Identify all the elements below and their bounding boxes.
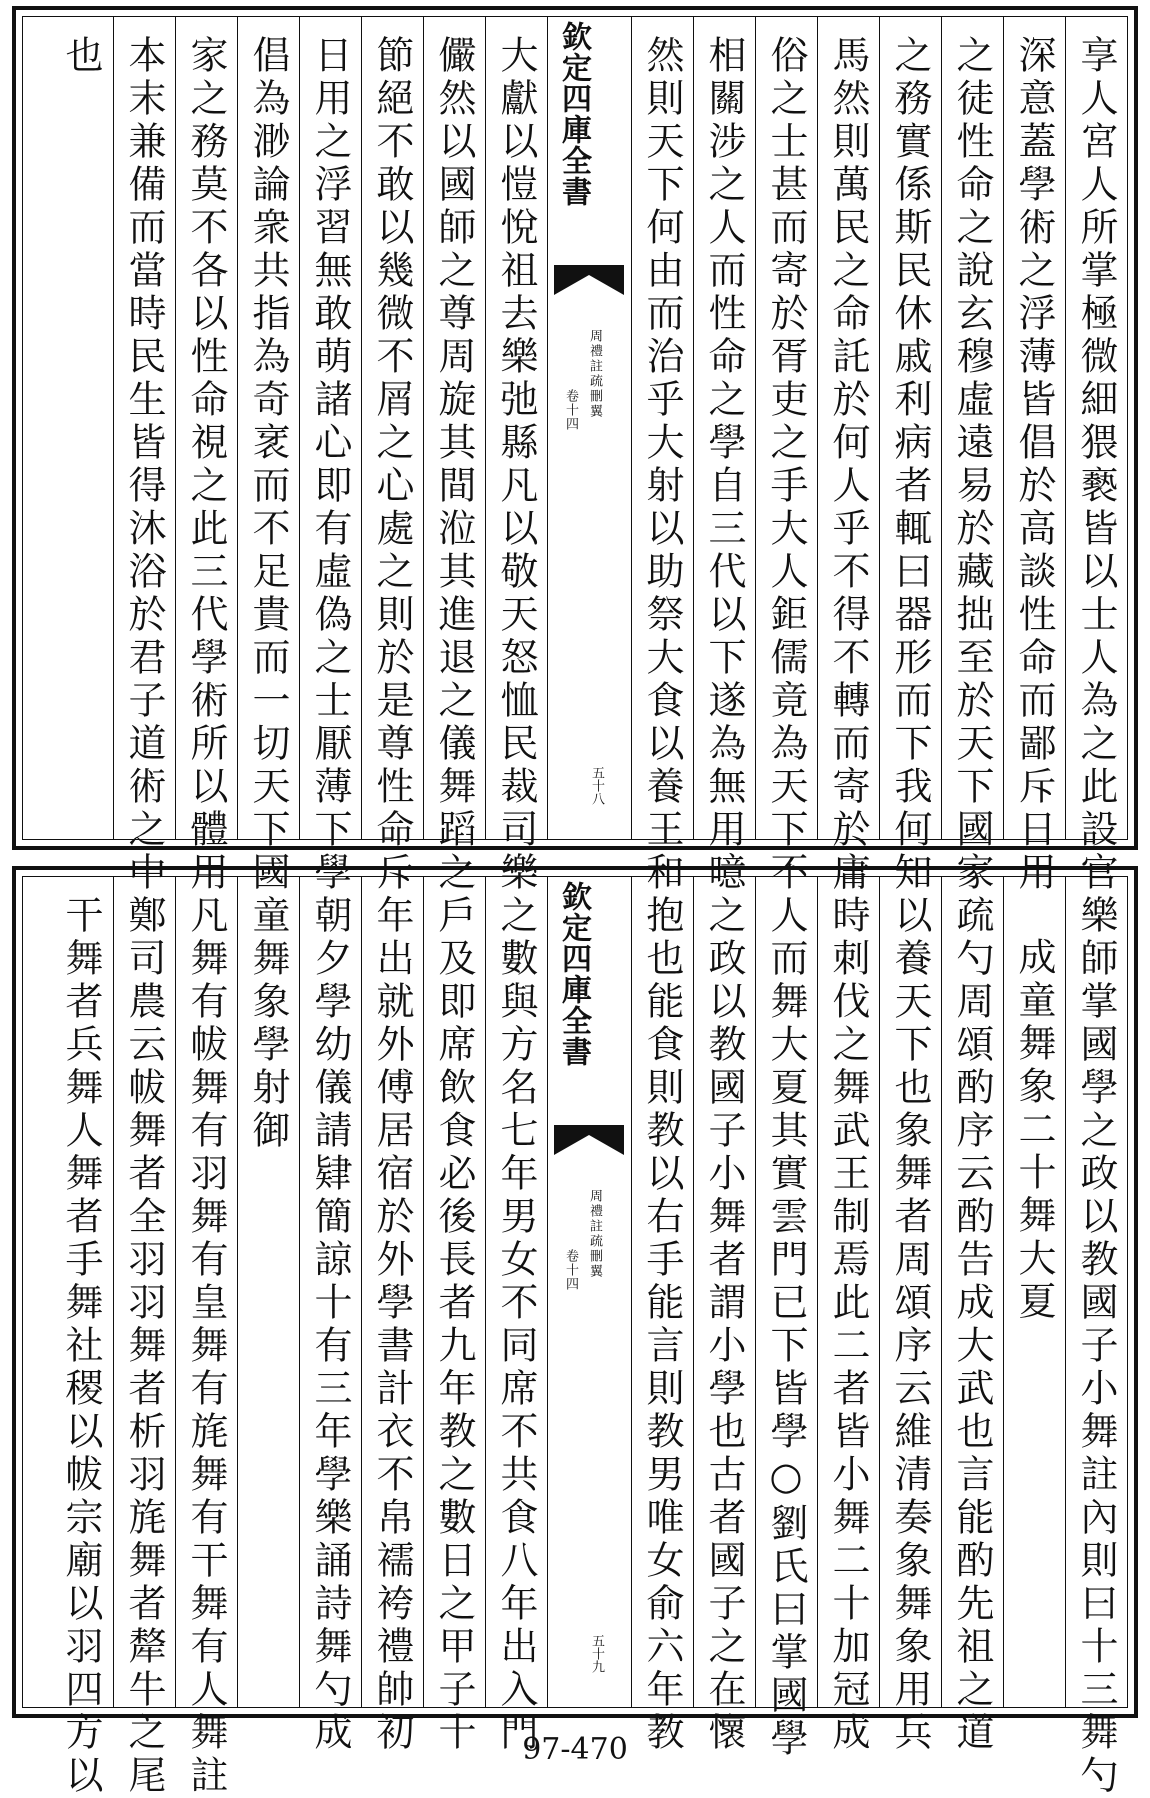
- book-title: 欽定四庫全書: [556, 881, 591, 1067]
- column-text: 時刺伐之舞武王制焉此二者皆小舞二十加冠成: [826, 895, 870, 1755]
- text-column: [113, 17, 175, 895]
- page-number: 97-470: [522, 1732, 628, 1767]
- column-text: 儼然以國師之尊周旋其間涖其進退之儀舞蹈之: [432, 35, 476, 895]
- text-column: [51, 877, 113, 1798]
- text-column: [485, 17, 547, 895]
- center-margin: [547, 17, 631, 839]
- top-page: [0, 0, 1150, 895]
- text-column: [361, 877, 423, 1755]
- top-page-inner-border: [22, 16, 1128, 895]
- column-text: 朝夕學幼儀請肄簡諒十有三年學樂誦詩舞勺成: [308, 895, 352, 1755]
- text-column: [817, 17, 879, 895]
- text-column: [423, 17, 485, 895]
- text-column: [693, 877, 755, 1755]
- column-text: 之務實係斯民休戚利病者輒曰器形而下我何知: [888, 35, 932, 895]
- column-text: 享人宮人所掌極微細猥褻皆以士人為之此設官: [1074, 35, 1118, 895]
- column-text: 年出就外傅居宿於外學書計衣不帛襦袴禮帥初: [370, 895, 414, 1755]
- text-column: [693, 17, 755, 895]
- text-column: [51, 17, 113, 839]
- column-text: 疏勺周頌酌序云酌告成大武也言能酌先祖之道: [950, 895, 994, 1755]
- book-subtitle: 周禮註疏刪翼: [587, 1189, 602, 1279]
- column-text: 以養天下也象舞者周頌序云維清奏象舞象用兵: [888, 895, 932, 1755]
- text-column: [755, 877, 817, 1761]
- text-column: [175, 17, 237, 895]
- column-text: 然則天下何由而治乎大射以助祭大食以養王和: [640, 35, 684, 895]
- fish-tail-mark-icon: [554, 1125, 624, 1155]
- column-text: 鄭司農云帗舞者全羽羽舞者析羽旄舞者犛牛之尾: [122, 895, 166, 1798]
- column-text: 也: [59, 35, 103, 78]
- column-text: 干舞者兵舞人舞者手舞社稷以帗宗廟以羽四方以: [59, 895, 103, 1798]
- column-text: 深意蓋學術之浮薄皆倡於高談性命而鄙斥日用: [1012, 35, 1056, 895]
- column-text: 俗之士甚而寄於胥吏之手大人鉅儒竟為天下不: [764, 35, 808, 895]
- column-text: 相關涉之人而性命之學自三代以下遂為無用噫: [702, 35, 746, 895]
- column-text: 抱也能食則教以右手能言則教男唯女俞六年教: [640, 895, 684, 1755]
- column-text: 節絕不敢以幾微不屑之心處之則於是尊性命斥: [370, 35, 414, 895]
- text-column: [361, 17, 423, 895]
- book-subtitle: 周禮註疏刪翼: [587, 329, 602, 419]
- text-column: [941, 17, 1003, 895]
- text-column: [237, 17, 299, 895]
- text-column: [1065, 877, 1127, 1798]
- center-margin: [547, 877, 631, 1707]
- column-text: 之徒性命之說玄穆虛遠易於藏拙至於天下國家: [950, 35, 994, 895]
- folio-number: 五十八: [589, 766, 604, 805]
- column-text: 人而舞大夏其實雲門已下皆學○劉氏曰掌國學: [764, 895, 808, 1761]
- text-column: [1003, 17, 1065, 895]
- column-text: 樂師掌國學之政以教國子小舞註內則曰十三舞勺: [1074, 895, 1118, 1798]
- text-column: [941, 877, 1003, 1755]
- text-column: [879, 877, 941, 1755]
- text-column: [755, 17, 817, 895]
- text-column: [113, 877, 175, 1798]
- volume-label: 卷十四: [563, 389, 578, 431]
- top-page-frame: [12, 6, 1138, 895]
- text-column: [631, 877, 693, 1755]
- column-text: 之政以教國子小舞者謂小學也古者國子之在懷: [702, 895, 746, 1755]
- text-column: [299, 877, 361, 1755]
- column-text: 家之務莫不各以性命視之此三代學術所以體用: [184, 35, 228, 895]
- volume-label: 卷十四: [563, 1249, 578, 1291]
- column-text: 之數與方名七年男女不同席不共食八年出入門: [494, 895, 538, 1755]
- column-text: 大獻以愷悅祖去樂弛縣凡以敬天怒恤民裁司樂: [494, 35, 538, 895]
- text-column: [879, 17, 941, 895]
- column-text: 日用之浮習無敢萌諸心即有虛偽之士厭薄下學: [308, 35, 352, 895]
- column-text: 成童舞象二十舞大夏: [1012, 937, 1056, 1324]
- text-column: [817, 877, 879, 1755]
- text-column: [175, 877, 237, 1798]
- column-text: 本末兼備而當時民生皆得沐浴於君子道術之中: [122, 35, 166, 895]
- column-text: 童舞象學射御: [246, 895, 290, 1153]
- book-title: 欽定四庫全書: [556, 21, 591, 207]
- text-column: [1065, 17, 1127, 895]
- fish-tail-mark-icon: [554, 265, 624, 295]
- text-column: [485, 877, 547, 1755]
- text-column: [237, 877, 299, 1707]
- column-text: 倡為渺論衆共指為奇衺而不足貴而一切天下國: [246, 35, 290, 895]
- column-text: 戶及即席飲食必後長者九年教之數日之甲子十: [432, 895, 476, 1755]
- text-column: [423, 877, 485, 1755]
- text-column: [631, 17, 693, 895]
- top-page-columns: [23, 17, 1127, 895]
- column-text: 馬然則萬民之命託於何人乎不得不轉而寄於庸: [826, 35, 870, 895]
- folio-number: 五十九: [589, 1634, 604, 1673]
- text-column: [299, 17, 361, 895]
- column-text: 凡舞有帗舞有羽舞有皇舞有旄舞有干舞有人舞註: [184, 895, 228, 1798]
- text-column: [1003, 877, 1065, 1707]
